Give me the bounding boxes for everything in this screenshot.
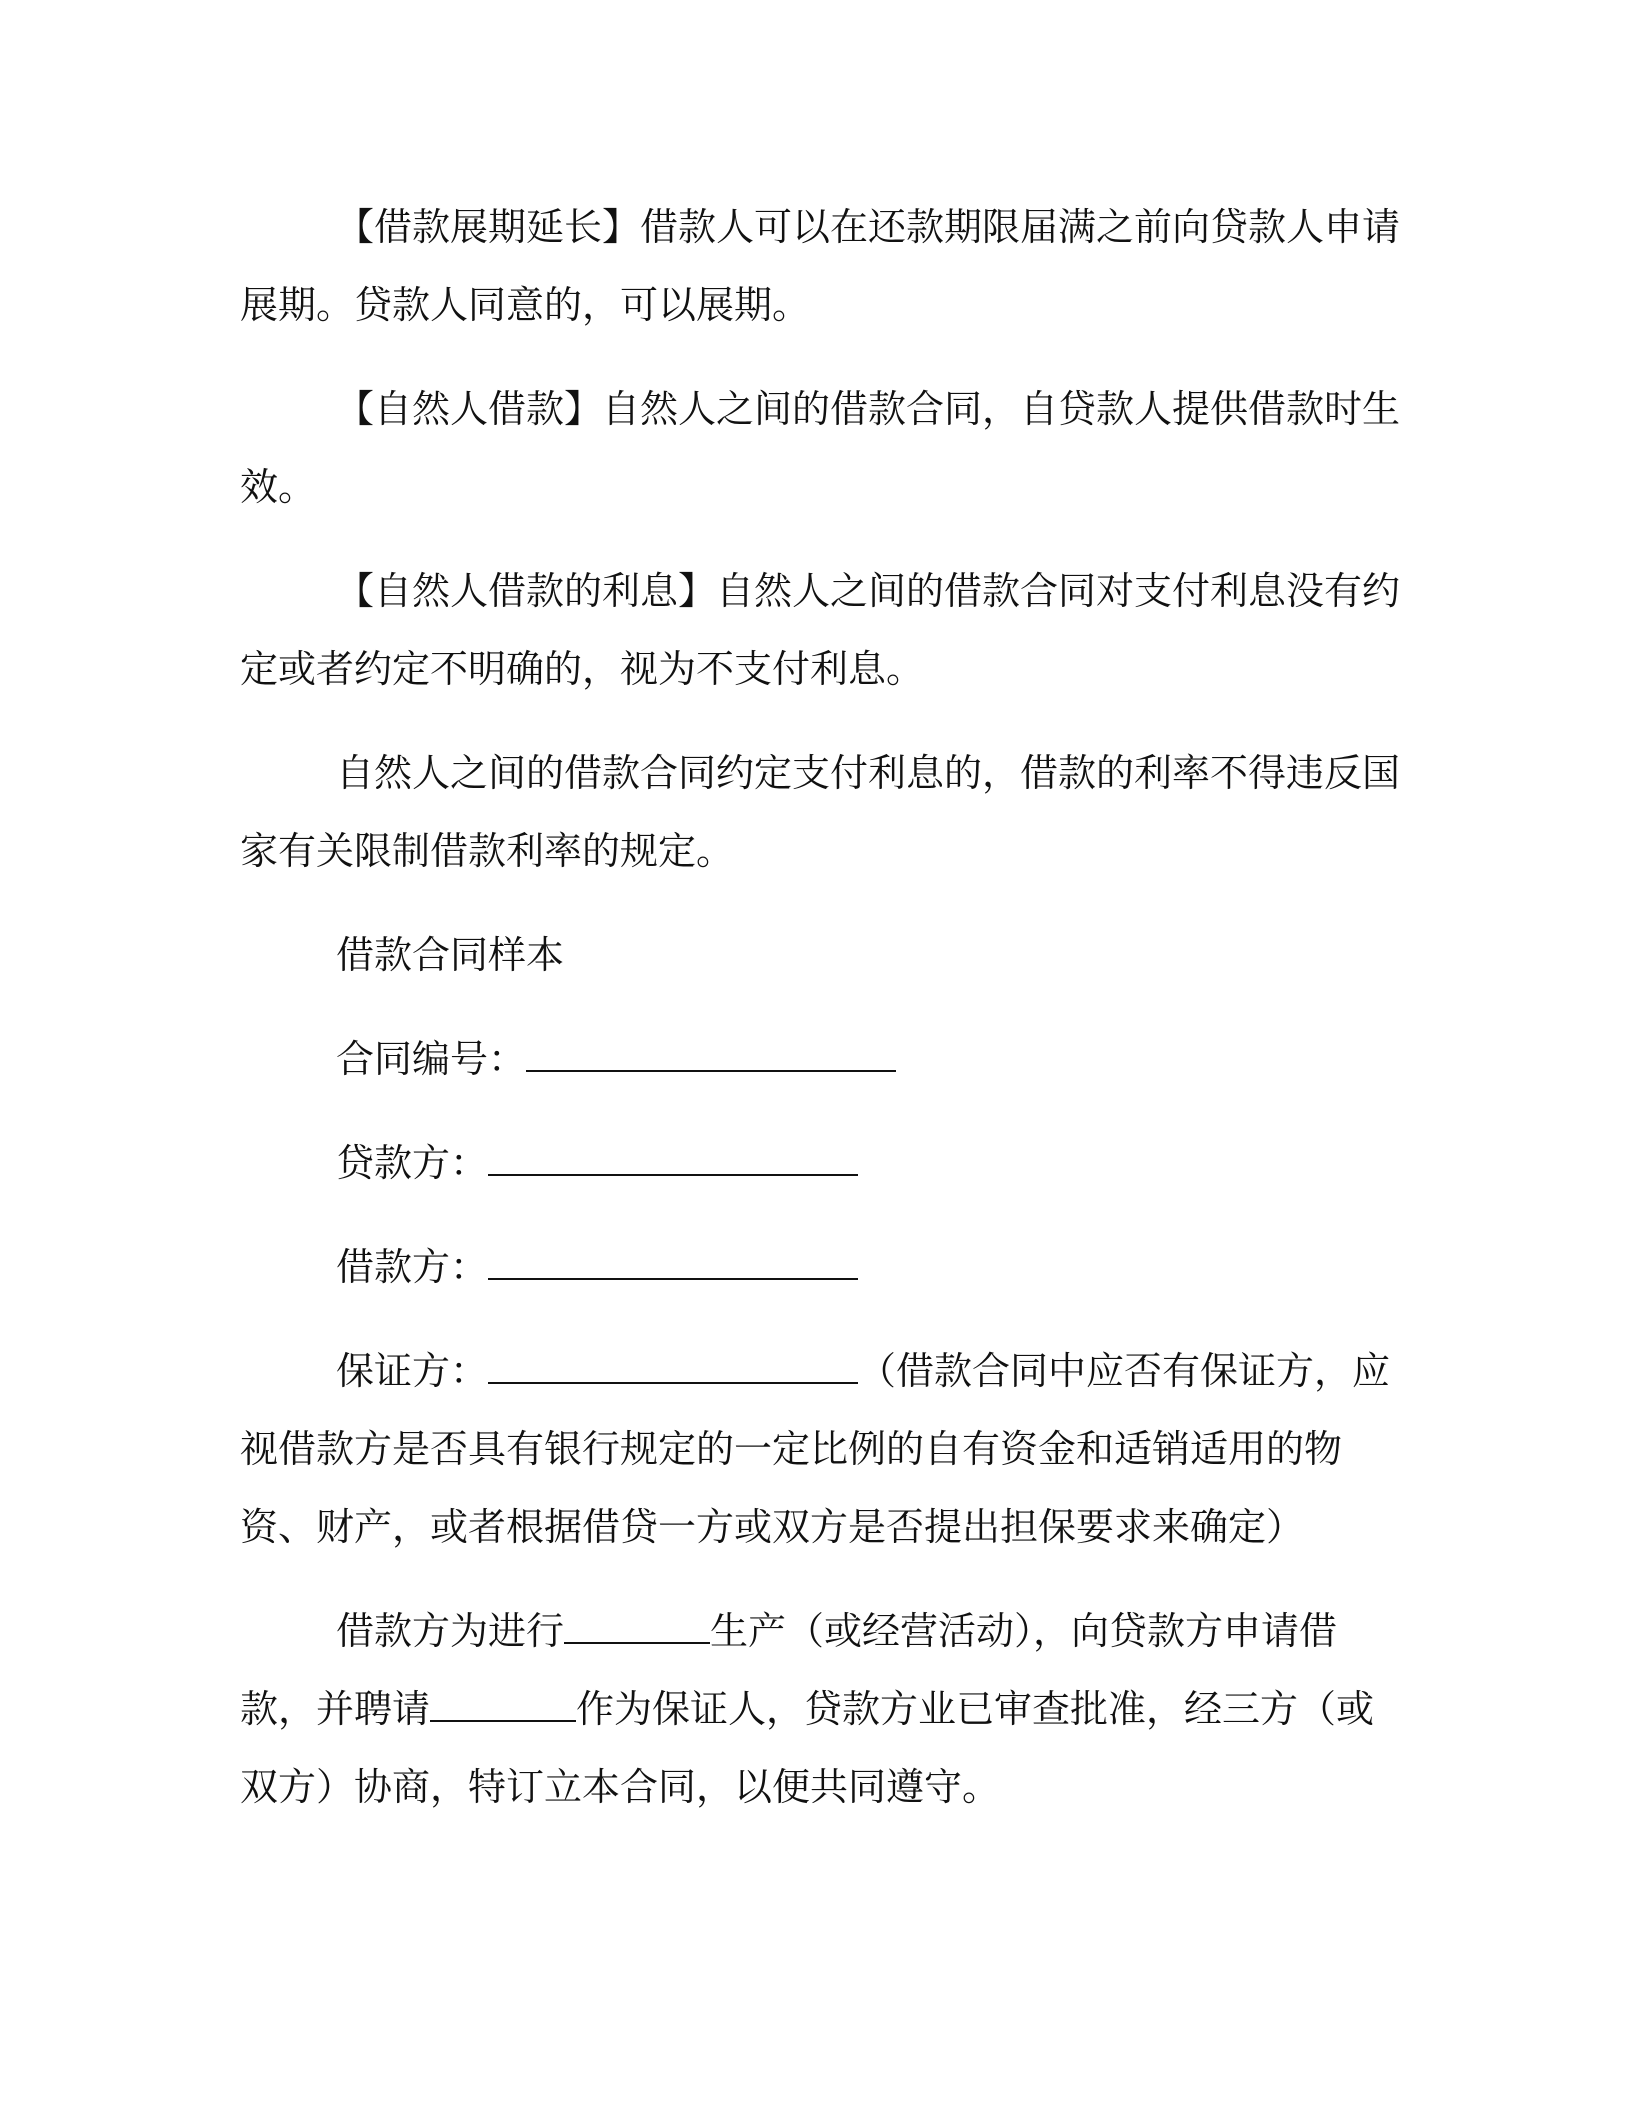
paragraph-text: 【借款展期延长】借款人可以在还款期限届满之前向贷款人申请展期。贷款人同意的，可以展期。 <box>240 205 1401 327</box>
blank-line-contract-number[interactable] <box>526 1024 896 1072</box>
field-guarantor <box>240 1332 1400 1566</box>
field-label: 贷款方： <box>336 1141 489 1185</box>
field-borrower <box>240 1228 1400 1306</box>
field-lender <box>240 1124 1400 1202</box>
paragraph-text: 【自然人借款】自然人之间的借款合同，自贷款人提供借款时生效。 <box>240 387 1401 509</box>
preamble-text-1: 借款方为进行 <box>336 1609 565 1653</box>
document-body <box>240 188 1400 1852</box>
guarantor-note: （借款合同中应否有保证方，应视借款方是否具有银行规定的一定比例的自有资金和适销适用的物资、财产，或者根据借贷一方或双方是否提出担保要求来确定） <box>240 1349 1391 1549</box>
blank-line-production[interactable] <box>564 1596 710 1644</box>
paragraph-natural-person-loan <box>240 370 1400 526</box>
blank-line-guarantor[interactable] <box>488 1336 858 1384</box>
field-label: 合同编号： <box>336 1037 527 1081</box>
paragraph-text: 自然人之间的借款合同约定支付利息的，借款的利率不得违反国家有关限制借款利率的规定。 <box>240 751 1401 873</box>
paragraph-contract-preamble <box>240 1592 1400 1826</box>
paragraph-natural-person-interest <box>240 552 1400 708</box>
section-title-contract-sample <box>240 916 1400 994</box>
field-label: 保证方： <box>336 1349 489 1393</box>
paragraph-text: 【自然人借款的利息】自然人之间的借款合同对支付利息没有约定或者约定不明确的，视为不支付利息。 <box>240 569 1401 691</box>
paragraph-loan-extension <box>240 188 1400 344</box>
field-contract-number <box>240 1020 1400 1098</box>
blank-line-lender[interactable] <box>488 1128 858 1176</box>
blank-line-borrower[interactable] <box>488 1232 858 1280</box>
blank-line-guarantor-name[interactable] <box>430 1674 576 1722</box>
preamble-text-2: 生产（或经营活动），向贷款方申请借款，并聘请 <box>240 1609 1338 1731</box>
field-label: 借款方： <box>336 1245 489 1289</box>
preamble-text-3: 作为保证人，贷款方业已审查批准，经三方（或双方）协商，特订立本合同，以便共同遵守。 <box>240 1687 1375 1809</box>
paragraph-interest-rate <box>240 734 1400 890</box>
section-title-text: 借款合同样本 <box>336 933 565 977</box>
